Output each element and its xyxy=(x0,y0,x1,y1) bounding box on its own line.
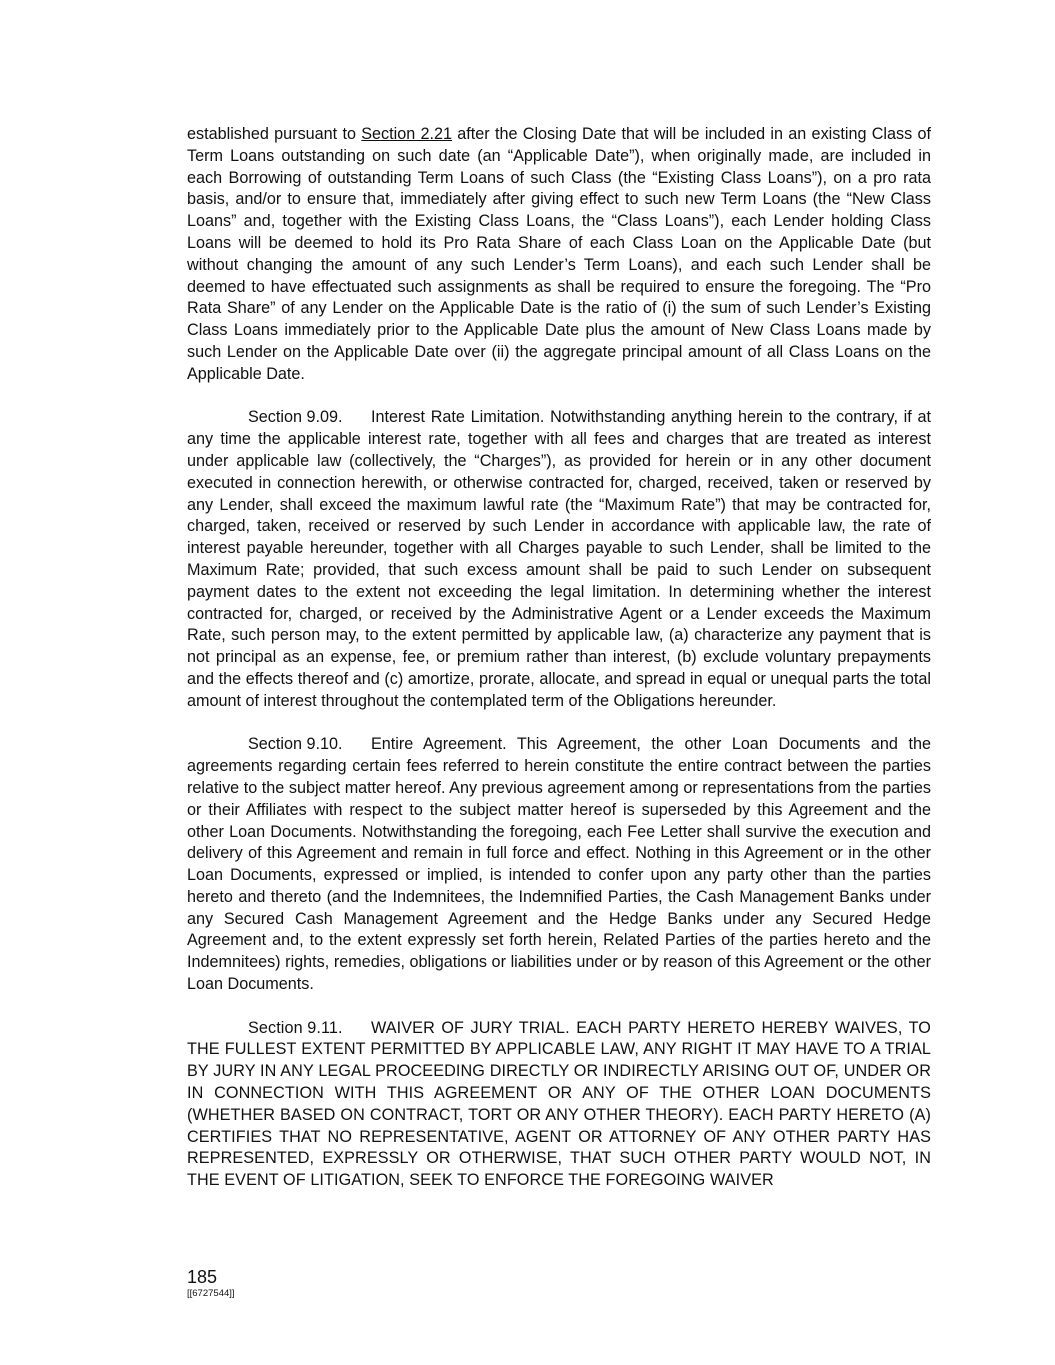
section-9-11-paragraph xyxy=(187,1018,931,1192)
page-footer xyxy=(187,1267,235,1300)
continuation-text-start: established pursuant to xyxy=(187,125,362,143)
section-9-10-body: Entire Agreement. This Agreement, the other Loan Documents and the agreements regarding certain fees referred to herein constitute the entire contract between the parties relative to the subject matter hereof. Any previous agreement among or representations from the parties or their Affiliates with respect to the subject matter hereof is superseded by this Agreement and the other Loan Documents. Notwithstanding the foregoing, each Fee Letter shall survive the execution and delivery of this Agreement and remain in full force and effect. Nothing in this Agreement or in the other Loan Documents, expressed or implied, is intended to confer upon any party other than the parties hereto and thereto (and the Indemnitees, the Indemnified Parties, the Cash Management Banks under any Secured Cash Management Agreement and the Hedge Banks under any Secured Hedge Agreement and, to the extent expressly set forth herein, Related Parties of the parties hereto and the Indemnitees) rights, remedies, obligations or liabilities under or by reason of this Agreement or the other Loan Documents. xyxy=(187,735,931,994)
section-9-10-paragraph xyxy=(187,734,931,996)
continuation-text-end: after the Closing Date that will be included in an existing Class of Term Loans outstanding on such date (an “Applicable Date”), when originally made, are included in each Borrowing of outstanding Term Loans of such Class (the “Existing Class Loans”), on a pro rata basis, and/or to ensure that, immediately after giving effect to such new Term Loans (the “New Class Loans” and, together with the Existing Class Loans, the “Class Loans”), each Lender holding Class Loans will be deemed to hold its Pro Rata Share of each Class Loan on the Applicable Date (but without changing the amount of any such Lender’s Term Loans), and each such Lender shall be deemed to have effectuated such assignments as shall be required to ensure the foregoing. The “Pro Rata Share” of any Lender on the Applicable Date is the ratio of (i) the sum of such Lender’s Existing Class Loans immediately prior to the Applicable Date plus the amount of New Class Loans made by such Lender on the Applicable Date over (ii) the aggregate principal amount of all Class Loans on the Applicable Date. xyxy=(187,125,931,383)
page-number: 185 xyxy=(187,1267,218,1287)
section-9-09-body: Interest Rate Limitation. Notwithstanding anything herein to the contrary, if at any time the applicable interest rate, together with all fees and charges that are treated as interest under applicable law (collectively, the “Charges”), as provided for herein or in any other document executed in connection herewith, or otherwise contracted for, charged, received, taken or reserved by any Lender, shall exceed the maximum lawful rate (the “Maximum Rate”) that may be contracted for, charged, taken, received or reserved by such Lender in accordance with applicable law, the rate of interest payable hereunder, together with all Charges payable to such Lender, shall be limited to the Maximum Rate; provided, that such excess amount shall be paid to such Lender on subsequent payment dates to the extent not exceeding the legal limitation. In determining whether the interest contracted for, charged, or received by the Administrative Agent or a Lender exceeds the Maximum Rate, such person may, to the extent permitted by applicable law, (a) characterize any payment that is not principal as an expense, fee, or premium rather than interest, (b) exclude voluntary prepayments and the effects thereof and (c) amortize, prorate, allocate, and spread in equal or unequal parts the total amount of interest throughout the contemplated term of the Obligations hereunder. xyxy=(187,408,931,710)
document-page xyxy=(187,124,931,1192)
document-id: [[6727544]] xyxy=(187,1288,235,1299)
section-9-10-number: Section 9.10. xyxy=(248,735,343,754)
continuation-paragraph xyxy=(187,124,931,386)
section-9-09-number: Section 9.09. xyxy=(248,408,343,427)
section-9-11-number: Section 9.11. xyxy=(248,1018,343,1037)
section-9-11-body: WAIVER OF JURY TRIAL. EACH PARTY HERETO HEREBY WAIVES, TO THE FULLEST EXTENT PERMITTED BY APPLICABLE LAW, ANY RIGHT IT MAY HAVE TO A TRIAL BY JURY IN ANY LEGAL PROCEEDING DIRECTLY OR INDIRECTLY ARISING OUT OF, UNDER OR IN CONNECTION WITH THIS AGREEMENT OR ANY OF THE OTHER LOAN DOCUMENTS (WHETHER BASED ON CONTRACT, TORT OR ANY OTHER THEORY). EACH PARTY HERETO (A) CERTIFIES THAT NO REPRESENTATIVE, AGENT OR ATTORNEY OF ANY OTHER PARTY HAS REPRESENTED, EXPRESSLY OR OTHERWISE, THAT SUCH OTHER PARTY WOULD NOT, IN THE EVENT OF LITIGATION, SEEK TO ENFORCE THE FOREGOING WAIVER xyxy=(187,1018,931,1190)
section-9-09-paragraph xyxy=(187,407,931,712)
section-2-21-link[interactable]: Section 2.21 xyxy=(361,125,453,143)
